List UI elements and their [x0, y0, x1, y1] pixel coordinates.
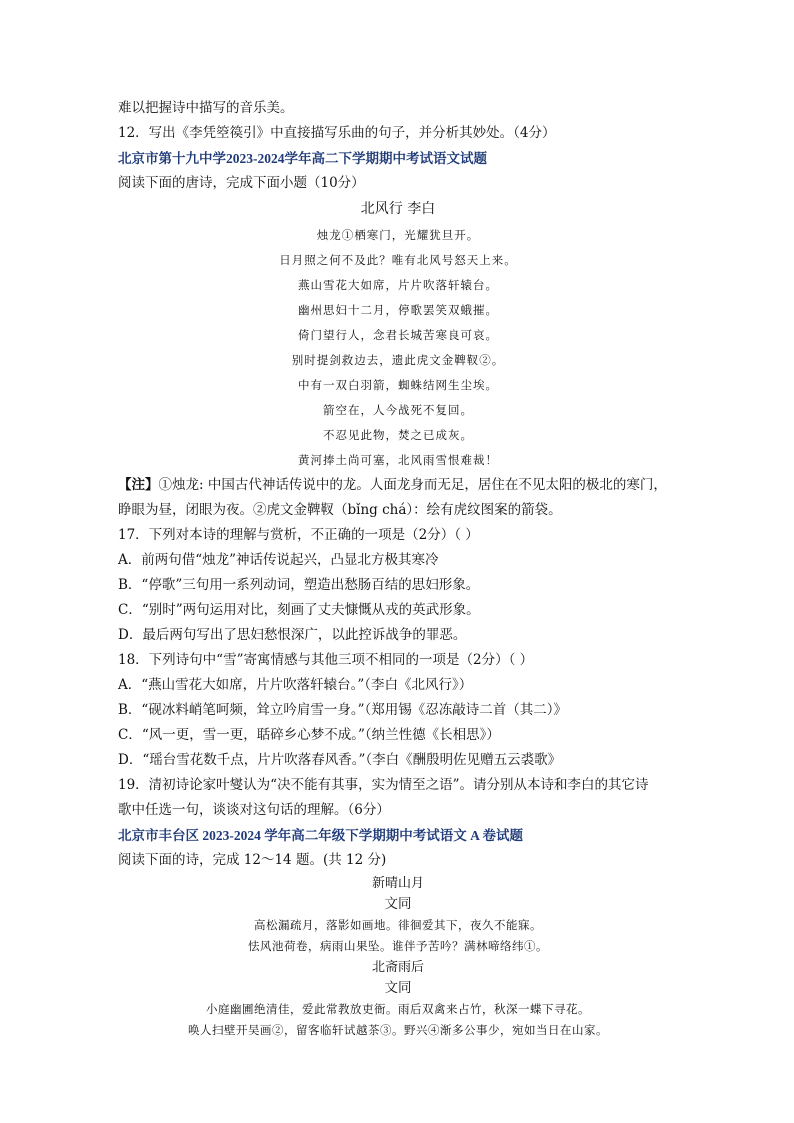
question-12: 12．写出《李凭箜篌引》中直接描写乐曲的句子，并分析其妙处。（4分）	[118, 125, 556, 141]
poem-title: 北斋雨后	[371, 960, 424, 975]
note-text: ①烛龙: 中国古代神话传说中的龙。人面龙身而无足，居住在不见太阳的极北的寒门，睁眼为昼，闭眼为夜。②虎文金鞞靫（bǐng chá）：绘有虎纹图案的箭袋。	[118, 477, 667, 518]
poem-author: 文同	[384, 980, 412, 996]
poem-line: 日月照之何不及此？唯有北风号怒天上来。	[279, 253, 517, 267]
poem-body	[118, 223, 678, 473]
document-page	[118, 96, 678, 1041]
poem-line: 烛龙①栖寒门，光耀犹旦开。	[316, 228, 480, 242]
question-17: 17．下列对本诗的理解与赏析，不正确的一项是（2分）（ ）	[118, 527, 479, 543]
option: D．最后两句写出了思妇愁恨深广，以此控诉战争的罪恶。	[118, 627, 467, 643]
poem-line: 箭空在，人今战死不复回。	[323, 403, 473, 417]
poem-line: 幽州思妇十二月，停歌罢笑双蛾摧。	[298, 303, 498, 317]
option: B．“砚冰料峭笔呵频，耸立吟肩雪一身。”（郑用锡《忍冻敲诗二首（其二）》	[118, 702, 567, 718]
instruction: 阅读下面的诗，完成 12～14 题。(共 12 分)	[118, 852, 387, 868]
poem-title: 新晴山月	[371, 876, 424, 891]
poem-line: 中有一双白羽箭，蜘蛛结网生尘埃。	[298, 378, 498, 392]
question-19-cont: 歌中任选一句，谈谈对这句话的理解。（6分）	[118, 802, 390, 818]
poem-line: 倚门望行人，念君长城苦寒良可哀。	[298, 328, 498, 342]
text-line: 难以把握诗中描写的音乐美。	[118, 100, 294, 116]
instruction: 阅读下面的唐诗，完成下面小题（10分）	[118, 175, 365, 191]
poem-author: 文同	[384, 896, 412, 912]
option: B．“停歌”三句用一系列动词，塑造出愁肠百结的思妇形象。	[118, 577, 480, 593]
poem-line: 高松漏疏月，落影如画地。徘徊爱其下，夜久不能寐。	[254, 918, 542, 932]
option: A．“燕山雪花大如席，片片吹落轩辕台。”（李白《北风行》）	[118, 677, 473, 693]
annotation	[118, 473, 678, 523]
option: A．前两句借“烛龙”神话传说起兴，凸显北方极其寒冷	[118, 552, 439, 568]
poem-line: 唤人扫壁开吴画②，留客临轩试越茶③。野兴④渐多公事少，宛如当日在山家。	[188, 1023, 608, 1037]
note-label: 【注】	[118, 477, 159, 493]
poem-line: 燕山雪花大如席，片片吹落轩辕台。	[298, 278, 498, 292]
option: C．“风一更，雪一更，聒碎乡心梦不成。”（纳兰性德《长相思》）	[118, 727, 500, 743]
poem-line: 小庭幽圃绝清佳，爱此常教放吏衙。雨后双禽来占竹，秋深一蝶下寻花。	[206, 1002, 590, 1016]
section-heading: 北京市第十九中学2023-2024学年高二下学期期中考试语文试题	[118, 151, 487, 166]
option: D．“瑶台雪花数千点，片片吹落春风香。”（李白《酬殷明佐见赠五云裘歌》	[118, 752, 562, 768]
poem-line: 怯风池荷卷，病雨山果坠。谁伴予苦吟？满林啼络纬①。	[248, 939, 548, 953]
poem-line: 黄河捧土尚可塞，北风雨雪恨难裁！	[298, 453, 498, 467]
poem-title: 北风行 李白	[360, 201, 436, 217]
poem-line: 别时提剑救边去，遗此虎文金鞞靫②。	[291, 353, 505, 367]
question-19: 19．清初诗论家叶燮认为“决不能有其事，实为情至之语”。请分别从本诗和李白的其它诗	[118, 777, 649, 793]
question-18: 18．下列诗句中“雪”寄寓情感与其他三项不相同的一项是（2分）（ ）	[118, 652, 534, 668]
poem-line: 不忍见此物，焚之已成灰。	[323, 428, 473, 442]
option: C．“别时”两句运用对比，刻画了丈夫慷慨从戎的英武形象。	[118, 602, 480, 618]
section-heading: 北京市丰台区 2023-2024 学年高二年级下学期期中考试语文 A 卷试题	[118, 828, 523, 843]
